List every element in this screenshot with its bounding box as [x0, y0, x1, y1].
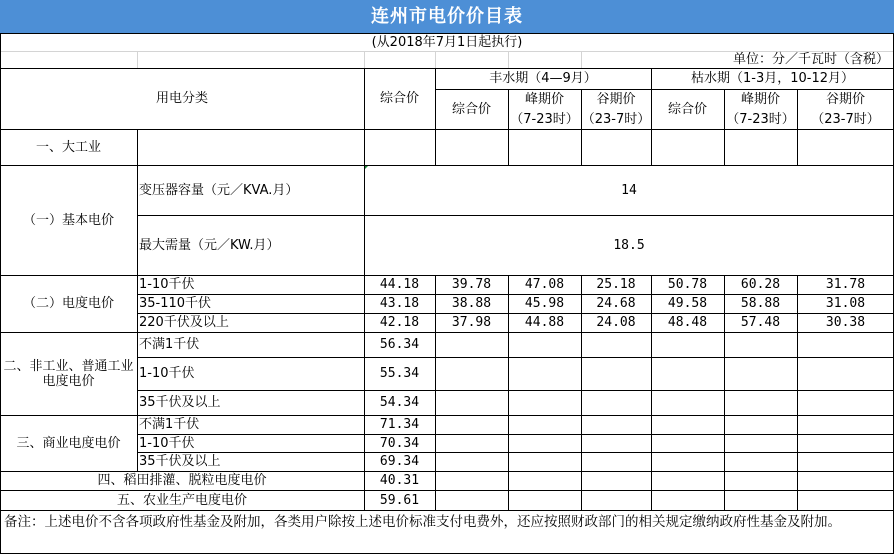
energy-price-label: （二）电度电价	[22, 296, 114, 311]
rule	[435, 89, 894, 90]
energy-row-value: 25.18	[596, 277, 636, 292]
rule	[137, 357, 894, 358]
energy-row-value: 31.08	[825, 296, 866, 311]
wet-peak-hours: （7-23时）	[510, 111, 579, 127]
rule	[435, 68, 436, 165]
rule	[0, 68, 894, 69]
energy-row-label: 1-10千伏	[139, 277, 195, 292]
rule	[137, 129, 138, 471]
dry-season-header: 枯水期（1-3月，10-12月）	[690, 71, 854, 86]
rule	[508, 89, 509, 165]
wet-valley-hours: （23-7时）	[581, 111, 651, 127]
energy-row-value: 31.78	[825, 277, 866, 292]
energy-row-value: 49.58	[667, 296, 708, 311]
rule	[0, 471, 894, 472]
max-demand-label: 最大需量（元／KW.月）	[139, 237, 280, 253]
wet-valley-header: 谷期价	[596, 91, 636, 107]
commercial-row-label: 35千伏及以上	[139, 454, 221, 469]
rule	[797, 89, 798, 165]
commercial-row-value: 70.34	[379, 435, 420, 451]
rule	[0, 510, 894, 511]
energy-row-value: 37.98	[451, 315, 492, 330]
dry-valley-hours: （23-7时）	[811, 111, 880, 127]
wet-season-header: 丰水期（4—9月）	[489, 71, 597, 86]
rule	[137, 390, 894, 391]
transformer-capacity-label: 变压器容量（元／KVA.月）	[139, 182, 299, 198]
energy-row-value: 57.48	[740, 315, 781, 330]
dry-peak-header: 峰期价	[740, 91, 780, 107]
energy-row-value: 45.98	[524, 296, 565, 311]
rule	[581, 89, 582, 165]
gridline	[435, 51, 436, 68]
rule	[724, 89, 725, 165]
energy-row-value: 24.08	[596, 315, 636, 330]
dry-peak-hours: （7-23时）	[726, 111, 795, 127]
energy-row-value: 47.08	[524, 277, 565, 292]
irrigation-value: 40.31	[379, 473, 420, 488]
energy-row-label: 220千伏及以上	[139, 315, 229, 330]
basic-price-label: （一）基本电价	[22, 212, 114, 228]
rule	[581, 275, 582, 510]
commercial-row-value: 69.34	[379, 454, 420, 469]
max-demand-value: 18.5	[613, 237, 645, 253]
rule	[137, 434, 894, 435]
agriculture-value: 59.61	[379, 492, 420, 508]
comprehensive-header: 综合价	[379, 91, 419, 106]
rule	[0, 33, 894, 34]
category-header: 用电分类	[155, 91, 208, 106]
rule	[0, 129, 894, 130]
footnote: 备注：上述电价不含各项政府性基金及附加，各类用户除按上述电价标准支付电费外，还应按照财政部门的相关规定缴纳政府性基金及附加。	[4, 514, 841, 530]
gridline	[364, 51, 365, 68]
section-irrigation: 四、稻田排灌、脱粒电度电价	[97, 473, 267, 488]
non-industry-row-value: 56.34	[379, 337, 420, 352]
non-industry-row-value: 54.34	[379, 395, 420, 410]
dry-comprehensive-header: 综合价	[667, 101, 707, 117]
energy-row-value: 58.88	[740, 296, 781, 311]
rule	[0, 332, 894, 333]
energy-row-value: 44.18	[379, 277, 420, 292]
commercial-row-label: 不满1千伏	[139, 417, 200, 432]
gridline	[137, 51, 138, 68]
energy-row-value: 42.18	[379, 315, 420, 330]
rule	[651, 275, 652, 510]
effective-date: (从2018年7月1日起执行)	[371, 34, 523, 50]
non-industry-row-label: 不满1千伏	[139, 337, 200, 352]
unit-label: 单位：分／千瓦时（含税）	[732, 52, 889, 67]
rule	[137, 215, 894, 216]
energy-row-value: 30.38	[825, 315, 866, 330]
energy-row-value: 38.88	[451, 296, 492, 311]
rule	[435, 275, 436, 510]
energy-row-value: 24.68	[596, 296, 636, 311]
rule	[651, 68, 652, 165]
section-commercial: 三、商业电度电价	[16, 435, 121, 451]
wet-peak-header: 峰期价	[524, 91, 564, 107]
non-industry-row-value: 55.34	[379, 366, 420, 381]
non-industry-row-label: 35千伏及以上	[139, 395, 221, 410]
section-large-industry: 一、大工业	[35, 139, 101, 155]
rule	[0, 275, 894, 276]
rule	[0, 415, 894, 416]
rule	[137, 294, 894, 295]
dry-valley-header: 谷期价	[825, 91, 865, 107]
gridline	[508, 51, 509, 68]
rule	[0, 490, 894, 491]
commercial-row-value: 71.34	[379, 417, 420, 432]
energy-row-value: 50.78	[667, 277, 708, 292]
energy-row-value: 43.18	[379, 296, 420, 311]
rule	[364, 68, 365, 510]
non-industry-row-label: 1-10千伏	[139, 366, 195, 381]
energy-row-value: 44.88	[524, 315, 565, 330]
rule	[724, 275, 725, 510]
wet-comprehensive-header: 综合价	[451, 101, 491, 117]
page-title: 连州市电价价目表	[0, 0, 894, 33]
energy-row-label: 35-110千伏	[139, 296, 212, 311]
rule	[797, 275, 798, 510]
rule	[508, 275, 509, 510]
section-non-industry: 二、非工业、普通工业电度电价	[3, 358, 134, 389]
energy-row-value: 39.78	[451, 277, 492, 292]
transformer-capacity-value: 14	[621, 182, 637, 198]
rule	[0, 33, 1, 554]
rule	[137, 452, 894, 453]
commercial-row-label: 1-10千伏	[139, 435, 195, 451]
rule	[0, 165, 894, 166]
energy-row-value: 48.48	[667, 315, 708, 330]
section-agriculture: 五、农业生产电度电价	[116, 492, 247, 508]
rule	[137, 313, 894, 314]
energy-row-value: 60.28	[740, 277, 781, 292]
